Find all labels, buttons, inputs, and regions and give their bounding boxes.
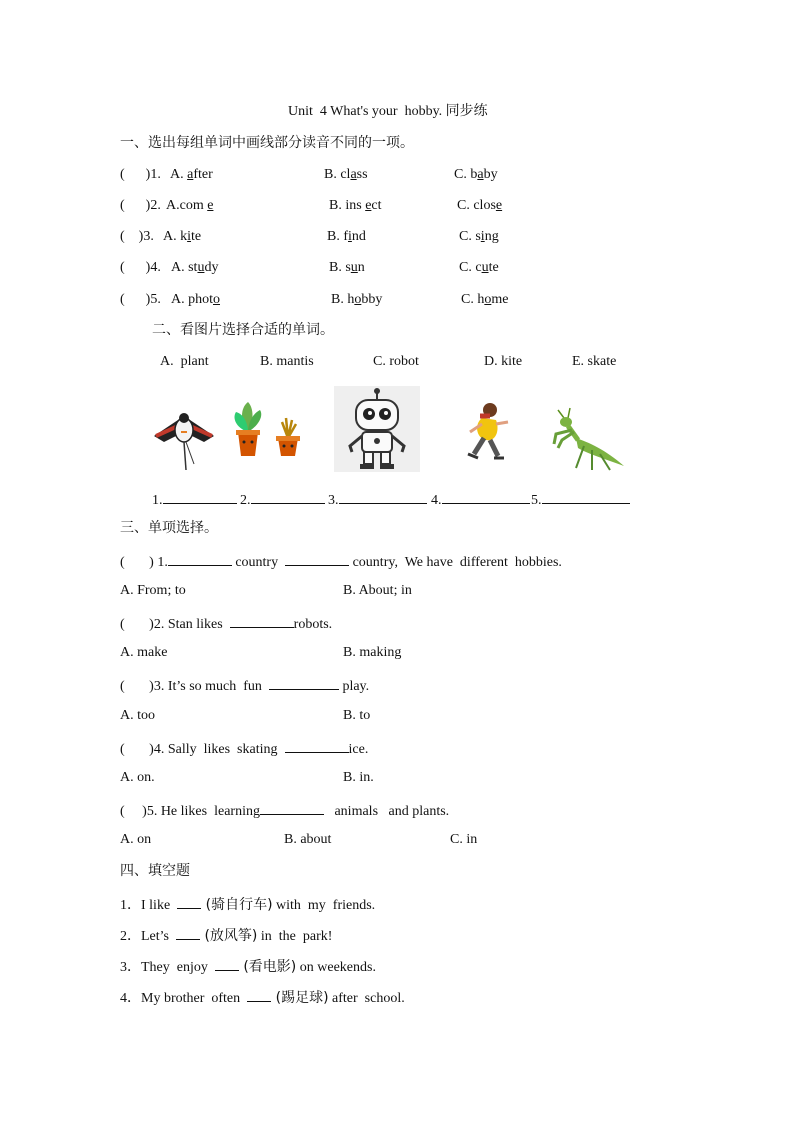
fill-item-2: 2．Let’s (放风筝) in the park!: [120, 925, 332, 946]
fill-item-1: 1．I like (骑自行车) with my friends.: [120, 894, 375, 915]
mc-q5-option-b: B. about: [284, 832, 332, 847]
s1-row-3-num: ( )3.: [120, 229, 154, 244]
mc-q4-option-a: A. on.: [120, 770, 155, 785]
s1-row-3-b: B. find: [327, 229, 366, 244]
section4-heading: 四、填空题: [120, 863, 190, 879]
mc-q3-option-b: B. to: [343, 708, 371, 723]
mc-q3-option-a: A. too: [120, 708, 155, 723]
s1-row-4-num: ( )4.: [120, 260, 161, 275]
s1-row-2-c: C. close: [457, 198, 503, 213]
mc-question-2: ( )2. Stan likes robots.: [120, 613, 332, 634]
s1-row-1-num: ( )1.: [120, 167, 161, 182]
mc-q5-option-c: C. in: [450, 832, 478, 847]
mc-question-5: ( )5. He likes learning animals and plants.: [120, 800, 449, 821]
mc-q1-option-b: B. About; in: [343, 583, 412, 598]
option-robot: C. robot: [373, 354, 419, 369]
s1-row-2-b: B. ins ect: [329, 198, 382, 213]
section3-heading: 三、单项选择。: [120, 520, 218, 536]
picture-answer-3[interactable]: 3.: [328, 489, 427, 510]
fill-item-4: 4．My brother often (踢足球) after school.: [120, 987, 405, 1008]
s1-row-4-b: B. sun: [329, 260, 365, 275]
picture-answer-5[interactable]: 5.: [531, 489, 630, 510]
mc-q2-option-b: B. making: [343, 645, 402, 660]
s1-row-5-num: ( )5.: [120, 292, 161, 307]
picture-answer-1[interactable]: 1.: [152, 489, 237, 510]
s1-row-1-b: B. class: [324, 167, 368, 182]
skater-icon: [456, 402, 516, 464]
plant-icon: [230, 398, 302, 460]
section1-heading: 一、选出每组单词中画线部分读音不同的一项。: [120, 135, 414, 151]
s1-row-1-a: A. after: [170, 167, 213, 182]
s1-row-5-c: C. home: [461, 292, 509, 307]
s1-row-3-a: A. kite: [163, 229, 202, 244]
option-skate: E. skate: [572, 354, 617, 369]
mantis-icon: [548, 404, 628, 472]
s1-row-1-c: C. baby: [454, 167, 498, 182]
robot-icon: [334, 386, 420, 472]
mc-question-3: ( )3. It’s so much fun play.: [120, 675, 369, 696]
mc-q4-option-b: B. in.: [343, 770, 374, 785]
mc-q2-option-a: A. make: [120, 645, 168, 660]
section2-heading: 二、看图片选择合适的单词。: [152, 322, 334, 338]
s1-row-4-c: C. cute: [459, 260, 499, 275]
mc-q5-option-a: A. on: [120, 832, 152, 847]
s1-row-2-num: ( )2.: [120, 198, 161, 213]
mc-question-4: ( )4. Sally likes skating ice.: [120, 738, 368, 759]
kite-icon: [148, 402, 220, 472]
option-mantis: B. mantis: [260, 354, 314, 369]
mc-q1-option-a: A. From; to: [120, 583, 186, 598]
s1-row-3-c: C. sing: [459, 229, 499, 244]
s1-row-2-a: A.com e: [166, 198, 214, 213]
s1-row-5-a: A. photo: [171, 292, 220, 307]
page-title: Unit 4 What's your hobby. 同步练: [288, 104, 488, 119]
s1-row-4-a: A. study: [171, 260, 219, 275]
fill-item-3: 3．They enjoy (看电影) on weekends.: [120, 956, 376, 977]
option-plant: A. plant: [160, 354, 209, 369]
picture-answer-2[interactable]: 2.: [240, 489, 325, 510]
mc-question-1: ( ) 1. country country, We have different hobbies.: [120, 551, 562, 572]
picture-answer-4[interactable]: 4.: [431, 489, 530, 510]
option-kite: D. kite: [484, 354, 523, 369]
s1-row-5-b: B. hobby: [331, 292, 383, 307]
